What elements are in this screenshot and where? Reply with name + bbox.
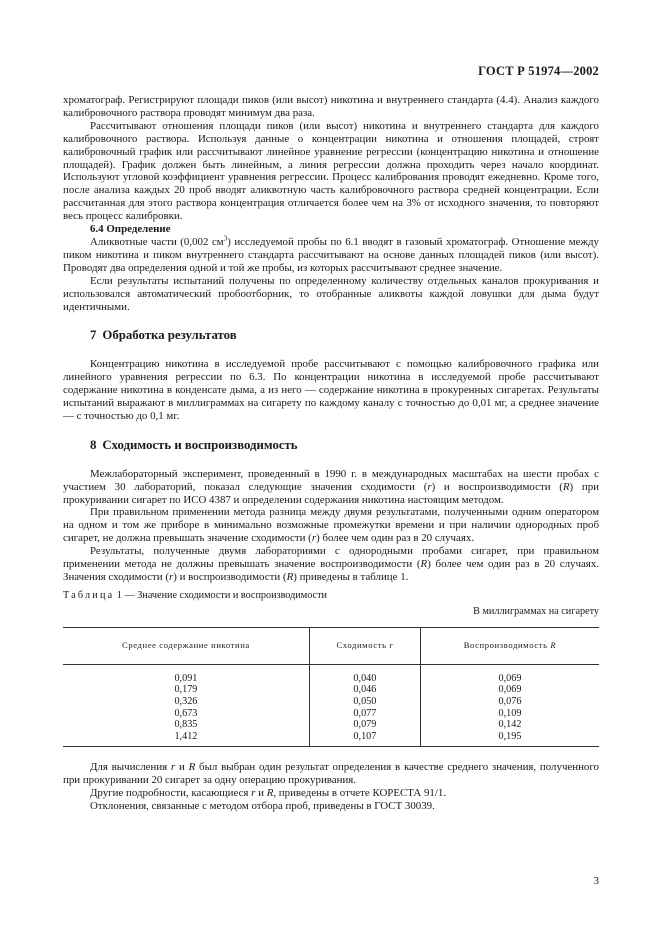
paragraph-calculation-note: Для вычисления r и R был выбран один результат определения в качестве среднего значения, полученного при прокуривании 20 сигарет за одну операцию прокуривания. bbox=[63, 761, 599, 787]
paragraph-coresta-note: Другие подробности, касающиеся r и R, приведены в отчете КОРЕСТА 91/1. bbox=[90, 787, 447, 800]
page-number: 3 bbox=[593, 875, 599, 887]
paragraph-calibration: Рассчитывают отношения площади пиков (или высот) никотина и внутреннего стандарта для каждого калибровочного раствора. Используя данные о концентрации никотина и отношения площадей, строят калибровочный график или рассчитывают линейное уравнение регрессии (концентрацию никотина и отношение площадей). График должен быть линейным, а линия регрессии должна проходить через начало координат. Используют угловой коэффициент уравнения регрессии. Процесс калибрования проводят ежедневно. Кроме того, после анализа каждых 20 проб вводят аликвотную часть калибровочного раствора средней концентрации. Если рассчитанная для этого раствора концентрация отличается более чем на 3% от исходного значения, то повторяют весь процесс калибровки. bbox=[63, 119, 599, 223]
subsection-title-6-4: 6.4 Определение bbox=[90, 223, 171, 236]
section-heading-7: 7 Обработка результатов bbox=[90, 328, 237, 343]
page-content bbox=[63, 94, 599, 813]
after-table-block bbox=[63, 761, 599, 813]
paragraph-determination: Аликвотные части (0,002 $см^3$) исследуемой пробы по 6.1 вводят в газовый хроматограф. Отношение между пиком никотина и пиком внутреннего стандарта рассчитывают на основе данных площадей пиков (или высот). Проводят два определения одной и той же пробы, из которых рассчитывают среднее значение. bbox=[63, 234, 599, 274]
paragraph-reproducibility: Результаты, полученные двумя лабораториями с однородными пробами сигарет, при правильном применении метода не должны превышать значение воспроизводимости (R) более чем один раз в 20 случаях. Значения сходимости (r) и воспроизводимости (R) приведены в таблице 1. bbox=[63, 545, 599, 583]
paragraph-repeatability: При правильном применении метода разница между двумя результатами, полученными одним оператором на одном и том же приборе в минимально возможные промежутки времени и при наличии однородных проб сигарет, не должна превышать значение сходимости (r) более чем один раз в 20 случаях. bbox=[63, 506, 599, 545]
column-header-reproducibility: Воспроизводимость R bbox=[420, 627, 599, 664]
table-row bbox=[63, 664, 599, 747]
cell-nicotine-values: 0,091 0,179 0,326 0,673 0,835 1,412 bbox=[63, 664, 309, 747]
repeatability-table bbox=[63, 627, 599, 748]
paragraph-interlab-experiment: Межлабораторный эксперимент, проведенный в 1990 г. в международных масштабах на шести пробах с участием 30 лабораторий, показал следующие значения сходимости (r) и воспроизводимости (R) при прокуривании сигарет по ИСО 4387 и определении содержания никотина настоящим методом. bbox=[63, 467, 599, 506]
table-header-row bbox=[63, 627, 599, 664]
paragraph-autosampler: Если результаты испытаний получены по определенному количеству отдельных каналов прокуривания и использовался автоматический пробоотборник, то отобранные аликвоты каждой ловушки для дыма будут идентичными. bbox=[63, 274, 599, 313]
standard-header: ГОСТ Р 51974—2002 bbox=[478, 64, 599, 78]
cell-reproducibility-values: 0,069 0,069 0,076 0,109 0,142 0,195 bbox=[420, 664, 599, 747]
cell-repeatability-values: 0,040 0,046 0,050 0,077 0,079 0,107 bbox=[309, 664, 420, 747]
column-header-nicotine: Среднее содержание никотина bbox=[63, 627, 309, 664]
table-units: В миллиграммах на сигарету bbox=[473, 605, 599, 617]
column-header-repeatability: Сходимость r bbox=[309, 627, 420, 664]
paragraph-sampling-note: Отклонения, связанные с методом отбора проб, приведены в ГОСТ 30039. bbox=[90, 800, 435, 812]
table-caption: Таблица 1 — Значение сходимости и воспроизводимости bbox=[63, 589, 327, 601]
paragraph-results-processing: Концентрацию никотина в исследуемой пробе рассчитывают с помощью калибровочного графика или линейного уравнения регрессии по 6.3. По концентрации никотина в исследуемой пробе рассчитывают содержание никотина в конденсате дыма, а из него — содержание никотина в прокуренных сигаретах. Результаты испытаний выражают в миллиграммах на сигарету по каждому каналу с точностью до 0,01 мг, а среднее значение — с точностью до 0,1 мг. bbox=[63, 358, 599, 422]
paragraph-continuation: хроматограф. Регистрируют площади пиков (или высот) никотина и внутреннего стандарта (4.4). Анализ каждого калибровочного раствора проводят минимум два раза. bbox=[63, 94, 599, 119]
section-heading-8: 8 Сходимость и воспроизводимость bbox=[90, 437, 298, 452]
